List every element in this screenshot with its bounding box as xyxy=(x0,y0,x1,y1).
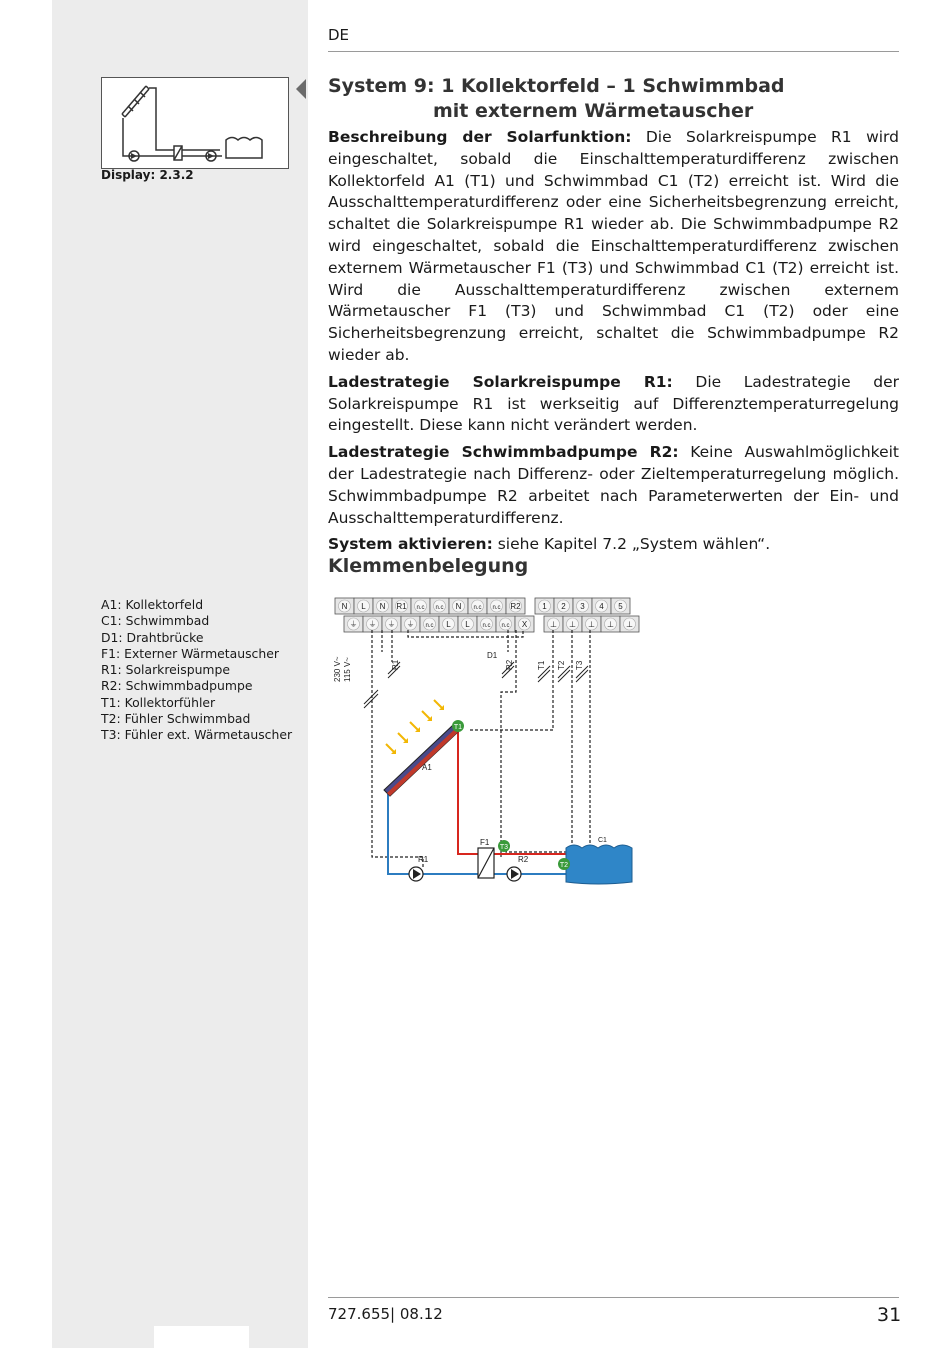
sensor-terminal-top xyxy=(554,598,573,614)
footer-rule xyxy=(328,1297,899,1298)
terminal-label: n.c xyxy=(482,623,491,629)
voltage-230-label: 230 V~ xyxy=(333,656,342,682)
sensor-t1-icon xyxy=(452,720,464,732)
legend-item: D1: Drahtbrücke xyxy=(101,629,204,645)
sensor-t2-label: T2 xyxy=(559,862,569,869)
terminal-top xyxy=(373,598,392,614)
bridge-d1-label: D1 xyxy=(487,651,498,660)
legend-item: T3: Fühler ext. Wärmetauscher xyxy=(101,727,293,743)
terminal-label: L xyxy=(446,620,451,629)
terminal-label: ⏚ xyxy=(349,620,358,629)
terminal-top xyxy=(354,598,373,614)
terminal-label: X xyxy=(521,620,528,629)
paragraph-label: Ladestrategie Solarkreispumpe R1: xyxy=(328,372,673,391)
terminal-label: 1 xyxy=(542,602,547,611)
terminal-label: 2 xyxy=(561,602,566,611)
paragraph-text: siehe Kapitel 7.2 „System wählen“. xyxy=(492,535,771,554)
terminal-label: ⊥ xyxy=(607,620,614,629)
terminal-label: ⊥ xyxy=(626,620,633,629)
page-title xyxy=(328,74,899,124)
terminal-label: ⏚ xyxy=(368,620,377,629)
terminal-top xyxy=(449,598,468,614)
sensor-terminal-bottom xyxy=(563,616,582,632)
sensor-terminal-top xyxy=(592,598,611,614)
pump-r1-label: R1 xyxy=(418,855,429,864)
terminal-label: ⏚ xyxy=(387,620,396,629)
footer-gap xyxy=(154,1326,249,1348)
voltage-115-label: 115 V~ xyxy=(343,657,352,682)
terminal-label: L xyxy=(465,620,470,629)
sensor-t2-icon xyxy=(558,858,570,870)
wiring-diagram xyxy=(328,592,648,896)
pump-r2-icon xyxy=(507,867,521,881)
sensor-t1-label: T1 xyxy=(453,724,463,731)
terminal-bottom xyxy=(477,616,496,632)
cable-r2-label: R2 xyxy=(505,659,514,670)
pool-label: C1 xyxy=(598,837,607,844)
terminal-block xyxy=(335,598,639,632)
sensor-terminal-bottom xyxy=(601,616,620,632)
hx-label: F1 xyxy=(480,838,490,847)
legend-item: C1: Schwimmbad xyxy=(101,613,210,629)
sensor-t3-label: T3 xyxy=(499,844,509,851)
description-body xyxy=(328,127,899,561)
cable-t3-label: T3 xyxy=(575,660,584,670)
terminal-label: N xyxy=(455,602,462,611)
terminal-top xyxy=(392,598,411,614)
terminal-bottom xyxy=(420,616,439,632)
terminal-bottom xyxy=(515,616,534,632)
pump-r1-icon xyxy=(409,867,423,881)
legend-list xyxy=(101,597,292,744)
terminal-label: L xyxy=(361,602,366,611)
pump-r2-label: R2 xyxy=(518,855,529,864)
terminal-bottom xyxy=(439,616,458,632)
cable-r1-label: R1 xyxy=(391,659,400,670)
sensor-terminal-bottom xyxy=(582,616,601,632)
legend-item: R1: Solarkreispumpe xyxy=(101,662,230,678)
terminal-bottom xyxy=(401,616,420,632)
terminal-label: ⊥ xyxy=(588,620,595,629)
terminal-label: n.c xyxy=(425,623,434,629)
cable-t1-label: T1 xyxy=(537,660,546,670)
header-rule xyxy=(328,51,899,52)
terminal-label: 4 xyxy=(599,602,604,611)
collector-a1 xyxy=(384,726,458,796)
legend-item: T2: Fühler Schwimmbad xyxy=(101,711,251,727)
paragraph-text: Die Ladestrategie der Solarkreispumpe R1 ist werkseitig auf Differenztemperaturregelung eingestellt. Diese kann nicht verändert werden. xyxy=(328,372,899,435)
sensor-terminal-bottom xyxy=(620,616,639,632)
legend-item: A1: Kollektorfeld xyxy=(101,597,204,612)
legend-item: F1: Externer Wärmetauscher xyxy=(101,645,279,661)
terminal-label: 3 xyxy=(580,602,585,611)
terminal-label: ⏚ xyxy=(406,620,415,629)
cable-t2-label: T2 xyxy=(557,660,566,670)
terminal-bottom xyxy=(363,616,382,632)
document-code: 727.655| 08.12 xyxy=(328,1305,443,1323)
terminal-top xyxy=(468,598,487,614)
terminal-top xyxy=(487,598,506,614)
pool-c1-icon xyxy=(566,845,632,884)
language-code: DE xyxy=(328,26,350,44)
terminal-label: ⊥ xyxy=(569,620,576,629)
terminal-top xyxy=(506,598,525,614)
sensor-terminal-top xyxy=(573,598,592,614)
paragraph-strategy-r1 xyxy=(328,372,899,437)
section-heading: Klemmenbelegung xyxy=(328,555,529,577)
terminal-label: n.c xyxy=(501,623,510,629)
terminal-label: n.c xyxy=(435,605,444,611)
terminal-bottom xyxy=(496,616,515,632)
arrow-left-icon xyxy=(296,79,306,99)
legend-item: R2: Schwimmbadpumpe xyxy=(101,678,253,694)
terminal-label: ⊥ xyxy=(550,620,557,629)
paragraph-text: Keine Auswahlmöglichkeit der Ladestrategie nach Differenz- oder Zieltemperaturregelung möglich. Schwimmbadpumpe R2 arbeitet nach Parameterwerten der Ein- und Ausschalttemperaturdifferenz. xyxy=(328,443,899,527)
title-line-1: System 9: 1 Kollektorfeld – 1 Schwimmbad xyxy=(328,75,785,97)
legend-item: T1: Kollektorfühler xyxy=(101,694,216,710)
paragraph-label: System aktivieren: xyxy=(328,535,493,554)
terminal-label: n.c xyxy=(473,605,482,611)
system-thumbnail xyxy=(101,77,289,169)
terminal-label: N xyxy=(379,602,386,611)
terminal-bottom xyxy=(458,616,477,632)
title-line-2: mit externem Wärmetauscher xyxy=(433,100,754,122)
display-label: Display: 2.3.2 xyxy=(101,168,194,182)
terminal-top xyxy=(411,598,430,614)
sensor-terminal-bottom xyxy=(544,616,563,632)
collector-label: A1 xyxy=(422,763,432,772)
paragraph-activate xyxy=(328,534,899,556)
terminal-label: 5 xyxy=(618,602,623,611)
paragraph-text: Die Solarkreispumpe R1 wird eingeschaltet, sobald die Einschalttemperaturdifferenz zwischen Kollektorfeld A1 (T1) und Schwimmbad C1 (T2) erreicht ist. Wird die Ausschalttemperaturdifferenz oder eine Sicherheitsbegrenzung erreicht, schaltet die Solarkreispumpe R1 wieder ab. Die Schwimmbadpumpe R2 wird eingeschaltet, sobald die Einschalttemperaturdifferenz zwischen externem Wärmetauscher F1 (T3) und Schwimmbad C1 (T2) erreicht ist. Wird die Ausschalttemperaturdifferenz zwischen externem Wärmetauscher F1 (T3) und Schwimmbad C1 (T2) oder eine Sicherheitsbegrenzung erreicht, schaltet die Schwimmbadpumpe R2 wieder ab. xyxy=(328,128,899,364)
terminal-bottom xyxy=(382,616,401,632)
paragraph-solar-function xyxy=(328,127,899,367)
paragraph-label: Ladestrategie Schwimmbadpumpe R2: xyxy=(328,443,679,462)
page-number: 31 xyxy=(877,1304,902,1326)
sensor-terminal-top xyxy=(535,598,554,614)
sensor-t3-icon xyxy=(498,840,510,852)
terminal-label: R2 xyxy=(510,602,521,611)
terminal-bottom xyxy=(344,616,363,632)
terminal-label: n.c xyxy=(492,605,501,611)
terminal-label: R1 xyxy=(396,602,407,611)
terminal-label: n.c xyxy=(416,605,425,611)
paragraph-strategy-r2 xyxy=(328,442,899,529)
terminal-top xyxy=(335,598,354,614)
terminal-top xyxy=(430,598,449,614)
paragraph-label: Beschreibung der Solarfunktion: xyxy=(328,128,632,146)
sensor-terminal-top xyxy=(611,598,630,614)
terminal-label: N xyxy=(341,602,348,611)
